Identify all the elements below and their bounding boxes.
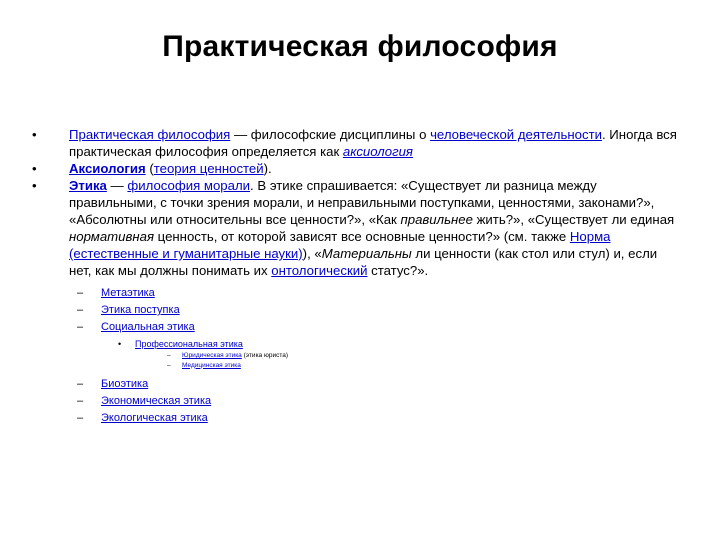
link-legal-ethics[interactable]: Юридическая этика [182,352,242,359]
sublist-item [77,302,682,319]
link-axiology-italic[interactable]: аксиология [342,144,413,159]
sublist-social-ethics [115,338,682,370]
item-emphasis: нормативная [69,229,154,244]
link-professional-ethics[interactable]: Профессиональная этика [135,339,243,349]
link-ethics-of-action[interactable]: Этика поступка [101,304,180,316]
sublist-item [77,319,682,336]
sublist-item [77,376,682,393]
link-axiology[interactable]: Аксиология [69,161,146,176]
dash-marker: – [77,412,84,424]
sublist-professional-ethics [165,351,682,370]
link-economic-ethics[interactable]: Экономическая этика [101,395,212,407]
sublist-ethics-continued [77,376,682,427]
item-emphasis: Материальны [321,246,412,261]
link-ecological-ethics[interactable]: Экологическая этика [101,412,208,424]
list-item [32,177,682,279]
sublist-item [77,393,682,410]
item-text: жить?», «Существует ли единая [472,212,675,227]
link-ethics[interactable]: Этика [69,178,107,193]
link-human-activity[interactable]: человеческой деятельности [430,127,602,142]
sublist-item [165,351,682,361]
link-social-ethics[interactable]: Социальная этика [101,321,195,333]
item-text: — философские дисциплины о [230,127,431,142]
item-text: . Иногда вся практическая философия определяется как [69,127,677,159]
item-text: ли ценности (как стол или стул) и, если нет, как мы должны понимать их [69,246,658,278]
item-emphasis: правильнее [400,212,473,227]
content-list [32,126,682,427]
dash-marker: – [167,352,171,359]
link-bioethics[interactable]: Биоэтика [101,378,149,390]
bullet: • [32,127,37,142]
item-text: ), « [302,246,322,261]
dash-marker: – [77,321,84,333]
sublist-ethics [77,285,682,427]
item-text: ). [263,161,272,176]
link-moral-philosophy[interactable]: философия морали [127,178,251,193]
dash-marker: – [77,378,84,390]
list-item [32,126,682,160]
link-ontological[interactable]: онтологический [271,263,368,278]
link-practical-philosophy[interactable]: Практическая философия [69,127,231,142]
bullet: • [118,339,122,349]
page-title: Практическая философия [162,30,558,63]
sublist-item [165,361,682,371]
dash-marker: – [167,361,171,369]
list-item [32,160,682,177]
dash-marker: – [77,395,84,407]
item-text: . В этике спрашивается: «Существует ли разница между правильными, с точки зрения морали, и неправильными поступками, ценностями, законами?», «Абсолютны или относительны все ценности?», «Как [69,178,655,227]
item-text: (этика юриста) [241,352,289,359]
item-text: статус?». [367,263,429,278]
item-text: ценность, от которой зависят все основные ценности?» (см. также [154,229,570,244]
bullet: • [32,178,37,193]
bullet: • [32,161,37,176]
link-medical-ethics[interactable]: Медицинская этика [182,361,241,369]
link-norm[interactable]: Норма (естественные и гуманитарные науки) [69,229,611,261]
sublist-item [77,410,682,427]
dash-marker: – [77,304,84,316]
item-text: ( [145,161,154,176]
dash-marker: – [77,287,84,299]
link-value-theory[interactable]: теория ценностей [153,161,264,176]
link-metaethics[interactable]: Метаэтика [101,287,155,299]
sublist-item [115,338,682,351]
item-text: — [106,178,128,193]
sublist-item [77,285,682,302]
